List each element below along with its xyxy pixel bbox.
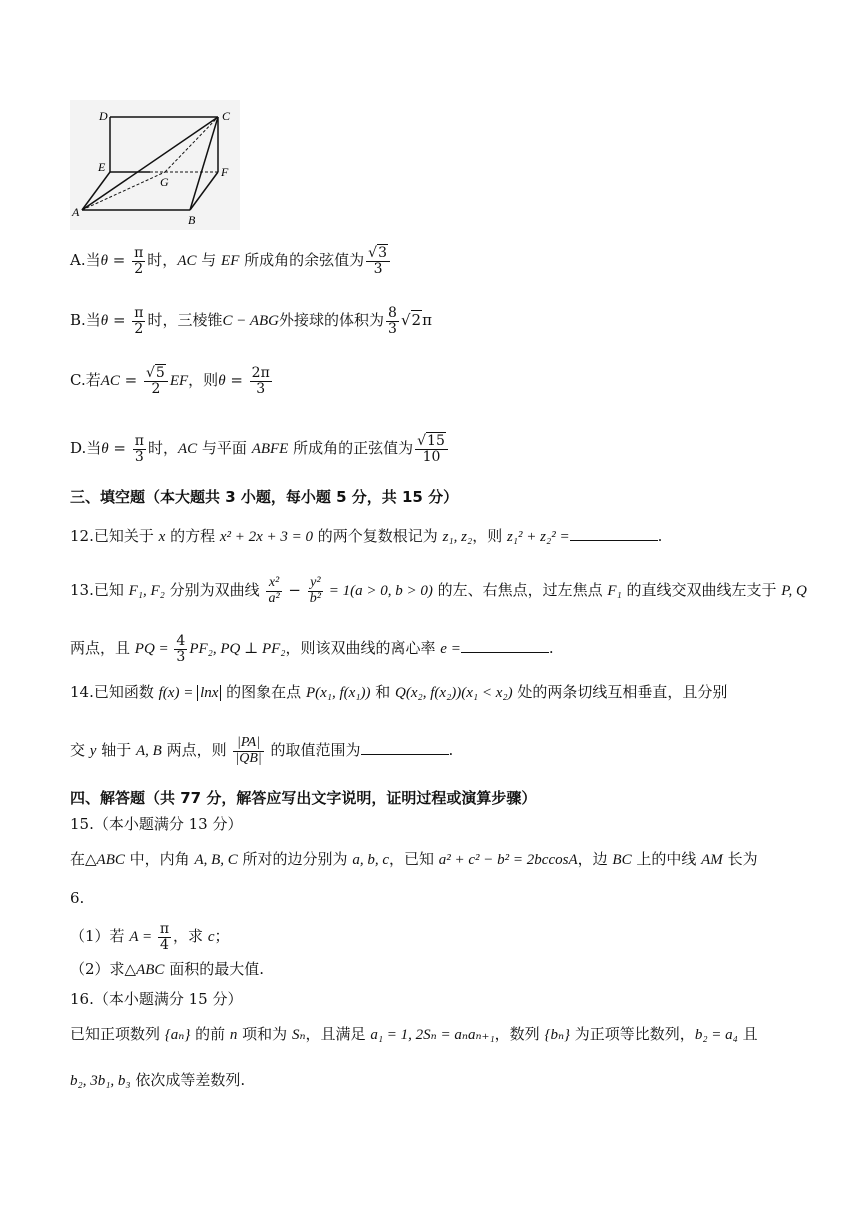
answer-blank[interactable] [570, 528, 658, 541]
fraction: $\frac{2\pi}{3}$ [251, 365, 270, 397]
fraction: $\frac{\pi}{3}$ [134, 433, 144, 465]
fraction: $\frac{√5}{2}$ [144, 366, 168, 396]
answer-blank[interactable] [461, 640, 549, 653]
fraction: $\frac{√15}{10}$ [415, 434, 448, 464]
label-g: G [160, 175, 169, 189]
question-15-part2: （2）求△ABC 面积的最大值. [70, 960, 264, 978]
label-b: B [188, 213, 196, 227]
section-heading-solutions: 四、解答题（共 77 分，解答应写出文字说明，证明过程或演算步骤） [70, 789, 537, 807]
text: 与平面 [197, 439, 252, 458]
math: ABFE [251, 441, 289, 458]
math: EF [169, 373, 189, 390]
math: θ [101, 441, 109, 458]
text: 时， [147, 439, 178, 458]
sqrt: √2 [400, 311, 422, 330]
question-13-line2: 两点，且 PQ = $\frac{4}{3}$ PF₂, PQ ⊥ PF₂，则该双曲线的离心率 e = . [70, 633, 554, 665]
text: 外接球的体积为 [279, 311, 385, 330]
question-12: 12.已知关于 x 的方程 x² + 2x + 3 = 0 的两个复数根记为 z₁, z₂，则 z₁² + z₂² = . [70, 527, 663, 545]
math: AC [177, 441, 198, 458]
math: θ [218, 373, 226, 390]
text: = [107, 251, 131, 270]
math: θ [100, 313, 109, 330]
label-a: A [72, 205, 80, 219]
text: 所成角的余弦值为 [239, 251, 365, 270]
label-f: F [221, 165, 229, 179]
question-16-line2: b₂, 3b₁, b₃ 依次成等差数列. [70, 1071, 246, 1089]
question-15-part1: （1）若 A = $\frac{\pi}{4}$ ，求 c； [70, 921, 230, 953]
question-13-line1: 13.已知 F₁, F₂ 分别为双曲线 $\frac{\text{x²}}{\text{a²}}$ − $\frac{\text{y²}}{\text{b²}}$ = 1(a > 0, b > 0) 的左、右焦点，过左焦点 F₁ 的直线交双曲线左支于 P, Q [70, 575, 807, 606]
question-14-line1: 14.已知函数 f(x) = lnx 的图象在点 P(x₁, f(x₁)) 和 Q(x₂, f(x₂))(x₁ < x₂) 处的两条切线互相垂直，且分别 [70, 683, 728, 701]
question-15-head: 15.（本小题满分 13 分） [70, 815, 243, 833]
fraction: $\frac{√3}{3}$ [366, 246, 390, 276]
question-15-line2: 6. [70, 889, 85, 907]
label-e: E [98, 160, 106, 174]
text: A.当 [70, 251, 101, 270]
text: = [108, 311, 131, 330]
text: 时， [147, 251, 178, 270]
label-c: C [222, 109, 231, 123]
fraction: $\frac{\pi}{2}$ [134, 245, 144, 277]
math: θ [100, 253, 108, 270]
question-16-head: 16.（本小题满分 15 分） [70, 990, 243, 1008]
question-15-line1: 在△ABC 中，内角 A, B, C 所对的边分别为 a, b, c，已知 a² + c² − b² = 2bccosA，边 BC 上的中线 AM 长为 [70, 850, 758, 868]
fraction: $\frac{8}{3}$ [388, 305, 397, 337]
math: AC [177, 253, 197, 270]
question-16-line1: 已知正项数列 {aₙ} 的前 n 项和为 Sₙ，且满足 a₁ = 1, 2Sₙ = aₙaₙ₊₁，数列 {bₙ} 为正项等比数列，b₂ = a₄ 且 [70, 1025, 758, 1043]
math: C − ABG [222, 313, 280, 330]
text: 与 [196, 251, 222, 270]
option-b [70, 306, 432, 336]
answer-blank[interactable] [361, 742, 449, 755]
math: AC [100, 373, 120, 390]
section-heading-fill-in: 三、填空题（本大题共 3 小题，每小题 5 分，共 15 分） [70, 488, 459, 506]
text: π [422, 311, 432, 330]
text: = [225, 371, 248, 390]
geometry-figure [70, 100, 240, 230]
label-d: D [99, 109, 108, 123]
text: 时，三棱锥 [147, 311, 223, 330]
text: = [119, 371, 142, 390]
math: EF [221, 253, 240, 270]
question-14-line2: 交 y 轴于 A, B 两点，则 $\frac{|PA|}{|QB|}$ 的取值范围为 . [70, 735, 454, 766]
text: B.当 [70, 311, 101, 330]
text: ，则 [188, 371, 219, 390]
fraction: $\frac{\pi}{2}$ [134, 305, 144, 337]
option-a [70, 246, 392, 276]
option-c [70, 366, 274, 396]
text: C.若 [70, 371, 101, 390]
text: 所成角的正弦值为 [288, 439, 414, 458]
text: = [108, 439, 131, 458]
text: D.当 [70, 439, 102, 458]
option-d [70, 434, 450, 464]
